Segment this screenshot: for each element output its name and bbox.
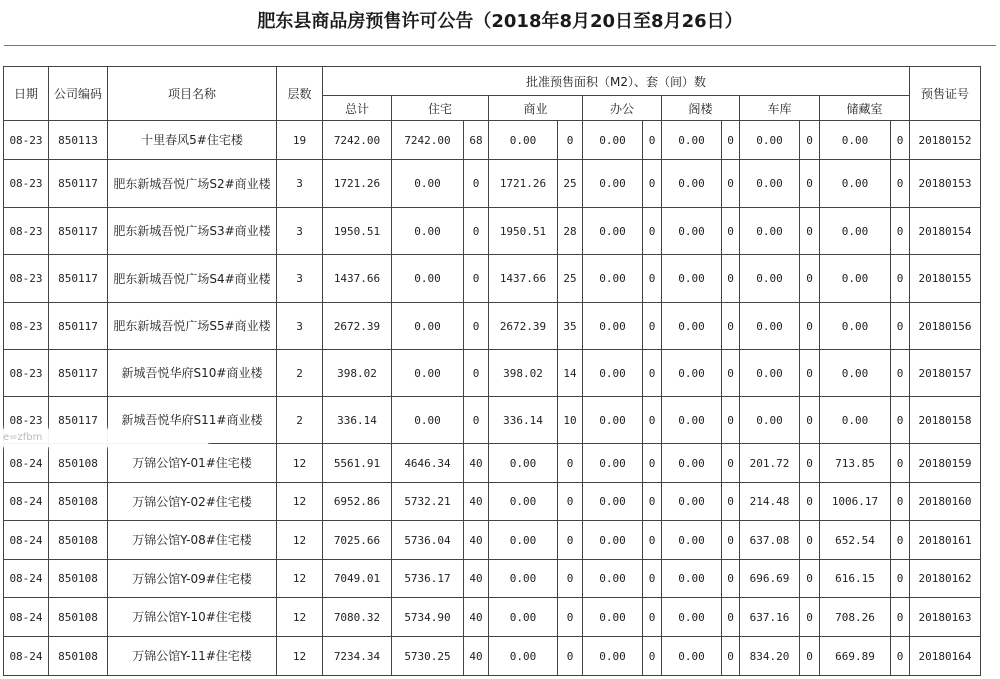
header-project-name: 项目名称: [108, 67, 277, 121]
cell-permit-number: 20180161: [910, 521, 981, 560]
cell-attic-units: 0: [722, 521, 740, 560]
cell-permit-number: 20180162: [910, 560, 981, 598]
cell-residential-units: 0: [464, 350, 489, 397]
cell-residential-area: 5736.17: [392, 560, 464, 598]
cell-office-units: 0: [643, 397, 662, 444]
cell-garage-units: 0: [800, 637, 820, 676]
cell-office-units: 0: [643, 560, 662, 598]
cell-storage-area: 0.00: [820, 208, 891, 255]
cell-attic-units: 0: [722, 208, 740, 255]
cell-residential-units: 40: [464, 637, 489, 676]
cell-storage-area: 708.26: [820, 598, 891, 637]
cell-date: 08-23: [4, 160, 49, 208]
cell-storage-units: 0: [891, 350, 910, 397]
cell-residential-units: 0: [464, 397, 489, 444]
cell-attic-units: 0: [722, 598, 740, 637]
cell-total: 1950.51: [323, 208, 392, 255]
cell-company-code: 850117: [49, 397, 108, 444]
cell-garage-units: 0: [800, 598, 820, 637]
cell-project-name: 肥东新城吾悦广场S2#商业楼: [108, 160, 277, 208]
table-row: [4, 637, 981, 676]
cell-commercial-area: 0.00: [489, 121, 558, 160]
cell-permit-number: 20180157: [910, 350, 981, 397]
cell-residential-units: 40: [464, 598, 489, 637]
cell-residential-area: 0.00: [392, 397, 464, 444]
cell-date: 08-23: [4, 255, 49, 303]
cell-storage-units: 0: [891, 521, 910, 560]
cell-residential-units: 0: [464, 255, 489, 303]
cell-garage-units: 0: [800, 483, 820, 521]
cell-project-name: 万锦公馆Y-11#住宅楼: [108, 637, 277, 676]
table-row: [4, 160, 981, 208]
cell-company-code: 850108: [49, 560, 108, 598]
cell-total: 5561.91: [323, 444, 392, 483]
page-title: 肥东县商品房预售许可公告（2018年8月20日至8月26日）: [257, 11, 743, 32]
cell-office-area: 0.00: [583, 303, 643, 350]
cell-storage-area: 669.89: [820, 637, 891, 676]
cell-office-area: 0.00: [583, 121, 643, 160]
header-floors: 层数: [277, 67, 323, 121]
presale-permit-table: [3, 66, 981, 676]
cell-garage-units: 0: [800, 303, 820, 350]
cell-residential-area: 5734.90: [392, 598, 464, 637]
cell-commercial-area: 0.00: [489, 483, 558, 521]
cell-garage-units: 0: [800, 121, 820, 160]
cell-office-units: 0: [643, 303, 662, 350]
cell-storage-area: 0.00: [820, 121, 891, 160]
cell-date: 08-24: [4, 637, 49, 676]
cell-total: 7080.32: [323, 598, 392, 637]
cell-storage-units: 0: [891, 560, 910, 598]
cell-commercial-units: 0: [558, 483, 583, 521]
cell-company-code: 850117: [49, 160, 108, 208]
cell-attic-area: 0.00: [662, 637, 722, 676]
cell-floors: 12: [277, 483, 323, 521]
cell-residential-area: 0.00: [392, 160, 464, 208]
cell-attic-area: 0.00: [662, 350, 722, 397]
cell-attic-area: 0.00: [662, 483, 722, 521]
cell-garage-area: 834.20: [740, 637, 800, 676]
cell-floors: 12: [277, 560, 323, 598]
cell-attic-area: 0.00: [662, 160, 722, 208]
table-row: [4, 598, 981, 637]
cell-residential-units: 40: [464, 560, 489, 598]
cell-attic-units: 0: [722, 397, 740, 444]
cell-commercial-area: 336.14: [489, 397, 558, 444]
cell-residential-units: 68: [464, 121, 489, 160]
cell-office-area: 0.00: [583, 483, 643, 521]
cell-storage-units: 0: [891, 303, 910, 350]
cell-commercial-units: 14: [558, 350, 583, 397]
cell-date: 08-23: [4, 397, 49, 444]
cell-project-name: 新城吾悦华府S11#商业楼: [108, 397, 277, 444]
cell-company-code: 850108: [49, 598, 108, 637]
cell-office-area: 0.00: [583, 521, 643, 560]
cell-company-code: 850108: [49, 483, 108, 521]
cell-garage-area: 0.00: [740, 397, 800, 444]
cell-date: 08-23: [4, 303, 49, 350]
cell-floors: 2: [277, 397, 323, 444]
cell-attic-area: 0.00: [662, 208, 722, 255]
cell-garage-units: 0: [800, 521, 820, 560]
cell-garage-area: 0.00: [740, 350, 800, 397]
cell-date: 08-23: [4, 350, 49, 397]
cell-office-area: 0.00: [583, 255, 643, 303]
cell-floors: 2: [277, 350, 323, 397]
cell-commercial-units: 0: [558, 444, 583, 483]
cell-permit-number: 20180158: [910, 397, 981, 444]
header-garage: 车库: [740, 96, 820, 121]
cell-commercial-units: 28: [558, 208, 583, 255]
header-total: 总计: [323, 96, 392, 121]
cell-attic-area: 0.00: [662, 598, 722, 637]
cell-attic-units: 0: [722, 160, 740, 208]
cell-residential-area: 4646.34: [392, 444, 464, 483]
cell-storage-area: 0.00: [820, 303, 891, 350]
table-row: [4, 255, 981, 303]
cell-residential-area: 0.00: [392, 208, 464, 255]
cell-project-name: 肥东新城吾悦广场S5#商业楼: [108, 303, 277, 350]
cell-storage-area: 0.00: [820, 350, 891, 397]
cell-commercial-area: 1950.51: [489, 208, 558, 255]
cell-attic-area: 0.00: [662, 560, 722, 598]
table-row: [4, 121, 981, 160]
cell-office-units: 0: [643, 637, 662, 676]
header-storage: 储藏室: [820, 96, 910, 121]
table-row: [4, 208, 981, 255]
cell-garage-area: 637.08: [740, 521, 800, 560]
cell-storage-area: 0.00: [820, 160, 891, 208]
cell-office-units: 0: [643, 160, 662, 208]
cell-attic-units: 0: [722, 121, 740, 160]
cell-storage-units: 0: [891, 444, 910, 483]
cell-attic-units: 0: [722, 483, 740, 521]
cell-company-code: 850108: [49, 444, 108, 483]
cell-attic-units: 0: [722, 444, 740, 483]
cell-attic-units: 0: [722, 560, 740, 598]
cell-floors: 19: [277, 121, 323, 160]
cell-commercial-area: 0.00: [489, 637, 558, 676]
cell-total: 336.14: [323, 397, 392, 444]
cell-floors: 3: [277, 303, 323, 350]
table-body: [4, 121, 981, 676]
header-company-code: 公司编码: [49, 67, 108, 121]
cell-date: 08-24: [4, 444, 49, 483]
cell-total: 2672.39: [323, 303, 392, 350]
cell-commercial-units: 0: [558, 521, 583, 560]
cell-office-units: 0: [643, 208, 662, 255]
cell-permit-number: 20180155: [910, 255, 981, 303]
cell-date: 08-23: [4, 208, 49, 255]
cell-permit-number: 20180159: [910, 444, 981, 483]
cell-attic-area: 0.00: [662, 444, 722, 483]
cell-project-name: 万锦公馆Y-09#住宅楼: [108, 560, 277, 598]
cell-project-name: 万锦公馆Y-02#住宅楼: [108, 483, 277, 521]
cell-garage-units: 0: [800, 350, 820, 397]
header-commercial: 商业: [489, 96, 583, 121]
cell-garage-units: 0: [800, 397, 820, 444]
cell-office-area: 0.00: [583, 160, 643, 208]
header-residential: 住宅: [392, 96, 489, 121]
cell-residential-units: 0: [464, 160, 489, 208]
cell-garage-area: 0.00: [740, 160, 800, 208]
cell-garage-units: 0: [800, 255, 820, 303]
cell-attic-area: 0.00: [662, 255, 722, 303]
cell-residential-area: 0.00: [392, 350, 464, 397]
cell-total: 7242.00: [323, 121, 392, 160]
cell-floors: 12: [277, 598, 323, 637]
cell-office-area: 0.00: [583, 560, 643, 598]
cell-date: 08-24: [4, 483, 49, 521]
cell-floors: 3: [277, 208, 323, 255]
cell-residential-area: 5730.25: [392, 637, 464, 676]
cell-storage-units: 0: [891, 255, 910, 303]
cell-floors: 3: [277, 160, 323, 208]
cell-permit-number: 20180153: [910, 160, 981, 208]
cell-office-area: 0.00: [583, 598, 643, 637]
cell-commercial-units: 25: [558, 255, 583, 303]
cell-commercial-units: 0: [558, 637, 583, 676]
table-row: [4, 350, 981, 397]
cell-garage-area: 214.48: [740, 483, 800, 521]
cell-storage-units: 0: [891, 160, 910, 208]
cell-total: 7234.34: [323, 637, 392, 676]
cell-permit-number: 20180154: [910, 208, 981, 255]
cell-residential-units: 0: [464, 208, 489, 255]
cell-storage-units: 0: [891, 208, 910, 255]
cell-project-name: 万锦公馆Y-01#住宅楼: [108, 444, 277, 483]
cell-company-code: 850108: [49, 637, 108, 676]
cell-floors: 12: [277, 637, 323, 676]
cell-attic-area: 0.00: [662, 121, 722, 160]
cell-office-units: 0: [643, 121, 662, 160]
cell-commercial-area: 398.02: [489, 350, 558, 397]
cell-floors: 12: [277, 521, 323, 560]
cell-residential-units: 40: [464, 483, 489, 521]
cell-permit-number: 20180160: [910, 483, 981, 521]
cell-storage-area: 713.85: [820, 444, 891, 483]
cell-office-area: 0.00: [583, 637, 643, 676]
cell-permit-number: 20180152: [910, 121, 981, 160]
cell-project-name: 新城吾悦华府S10#商业楼: [108, 350, 277, 397]
table-row: [4, 483, 981, 521]
cell-garage-area: 0.00: [740, 255, 800, 303]
header-approved-area: 批准预售面积（M2）、套（间）数: [323, 67, 910, 96]
cell-total: 6952.86: [323, 483, 392, 521]
cell-floors: 3: [277, 255, 323, 303]
cell-commercial-units: 0: [558, 121, 583, 160]
cell-total: 398.02: [323, 350, 392, 397]
cell-commercial-units: 35: [558, 303, 583, 350]
cell-floors: 12: [277, 444, 323, 483]
cell-storage-units: 0: [891, 121, 910, 160]
cell-storage-area: 616.15: [820, 560, 891, 598]
cell-permit-number: 20180164: [910, 637, 981, 676]
cell-garage-units: 0: [800, 444, 820, 483]
url-overlay-fragment: e=zfbm: [0, 429, 208, 447]
cell-commercial-area: 0.00: [489, 444, 558, 483]
cell-company-code: 850117: [49, 208, 108, 255]
cell-storage-area: 1006.17: [820, 483, 891, 521]
cell-permit-number: 20180156: [910, 303, 981, 350]
table-row: [4, 444, 981, 483]
header-permit-number: 预售证号: [910, 67, 981, 121]
cell-total: 7049.01: [323, 560, 392, 598]
cell-garage-area: 696.69: [740, 560, 800, 598]
cell-date: 08-24: [4, 521, 49, 560]
cell-storage-area: 0.00: [820, 255, 891, 303]
cell-attic-area: 0.00: [662, 303, 722, 350]
cell-commercial-units: 10: [558, 397, 583, 444]
cell-commercial-area: 0.00: [489, 560, 558, 598]
cell-company-code: 850113: [49, 121, 108, 160]
cell-storage-units: 0: [891, 598, 910, 637]
cell-office-units: 0: [643, 350, 662, 397]
cell-commercial-area: 1721.26: [489, 160, 558, 208]
cell-commercial-units: 0: [558, 560, 583, 598]
cell-attic-units: 0: [722, 350, 740, 397]
cell-commercial-units: 0: [558, 598, 583, 637]
cell-attic-units: 0: [722, 637, 740, 676]
cell-residential-area: 5732.21: [392, 483, 464, 521]
cell-garage-area: 637.16: [740, 598, 800, 637]
cell-garage-area: 0.00: [740, 121, 800, 160]
cell-garage-area: 201.72: [740, 444, 800, 483]
cell-residential-area: 5736.04: [392, 521, 464, 560]
cell-date: 08-24: [4, 598, 49, 637]
cell-attic-area: 0.00: [662, 521, 722, 560]
cell-garage-units: 0: [800, 560, 820, 598]
table-row: [4, 303, 981, 350]
cell-office-units: 0: [643, 598, 662, 637]
cell-residential-area: 0.00: [392, 255, 464, 303]
cell-storage-units: 0: [891, 637, 910, 676]
cell-garage-units: 0: [800, 208, 820, 255]
title-divider: [4, 45, 996, 46]
table-row: [4, 560, 981, 598]
header-date: 日期: [4, 67, 49, 121]
cell-storage-units: 0: [891, 483, 910, 521]
cell-storage-units: 0: [891, 397, 910, 444]
cell-office-area: 0.00: [583, 444, 643, 483]
cell-company-code: 850108: [49, 521, 108, 560]
cell-residential-units: 40: [464, 521, 489, 560]
header-attic: 阁楼: [662, 96, 740, 121]
cell-office-units: 0: [643, 483, 662, 521]
header-office: 办公: [583, 96, 662, 121]
cell-date: 08-24: [4, 560, 49, 598]
cell-project-name: 肥东新城吾悦广场S3#商业楼: [108, 208, 277, 255]
cell-office-units: 0: [643, 521, 662, 560]
cell-residential-area: 7242.00: [392, 121, 464, 160]
cell-attic-area: 0.00: [662, 397, 722, 444]
cell-project-name: 万锦公馆Y-08#住宅楼: [108, 521, 277, 560]
cell-residential-area: 0.00: [392, 303, 464, 350]
cell-commercial-area: 2672.39: [489, 303, 558, 350]
cell-garage-area: 0.00: [740, 303, 800, 350]
cell-commercial-area: 0.00: [489, 598, 558, 637]
cell-office-units: 0: [643, 255, 662, 303]
cell-date: 08-23: [4, 121, 49, 160]
cell-project-name: 肥东新城吾悦广场S4#商业楼: [108, 255, 277, 303]
cell-commercial-area: 1437.66: [489, 255, 558, 303]
cell-garage-units: 0: [800, 160, 820, 208]
table-row: [4, 521, 981, 560]
cell-project-name: 万锦公馆Y-10#住宅楼: [108, 598, 277, 637]
cell-residential-units: 0: [464, 303, 489, 350]
cell-office-area: 0.00: [583, 208, 643, 255]
cell-commercial-units: 25: [558, 160, 583, 208]
cell-commercial-area: 0.00: [489, 521, 558, 560]
cell-total: 1437.66: [323, 255, 392, 303]
cell-attic-units: 0: [722, 303, 740, 350]
cell-residential-units: 40: [464, 444, 489, 483]
cell-company-code: 850117: [49, 303, 108, 350]
cell-office-area: 0.00: [583, 397, 643, 444]
cell-office-area: 0.00: [583, 350, 643, 397]
cell-permit-number: 20180163: [910, 598, 981, 637]
cell-attic-units: 0: [722, 255, 740, 303]
cell-company-code: 850117: [49, 255, 108, 303]
cell-garage-area: 0.00: [740, 208, 800, 255]
cell-office-units: 0: [643, 444, 662, 483]
cell-company-code: 850117: [49, 350, 108, 397]
cell-storage-area: 0.00: [820, 397, 891, 444]
cell-total: 7025.66: [323, 521, 392, 560]
cell-total: 1721.26: [323, 160, 392, 208]
cell-project-name: 十里春风5#住宅楼: [108, 121, 277, 160]
cell-storage-area: 652.54: [820, 521, 891, 560]
